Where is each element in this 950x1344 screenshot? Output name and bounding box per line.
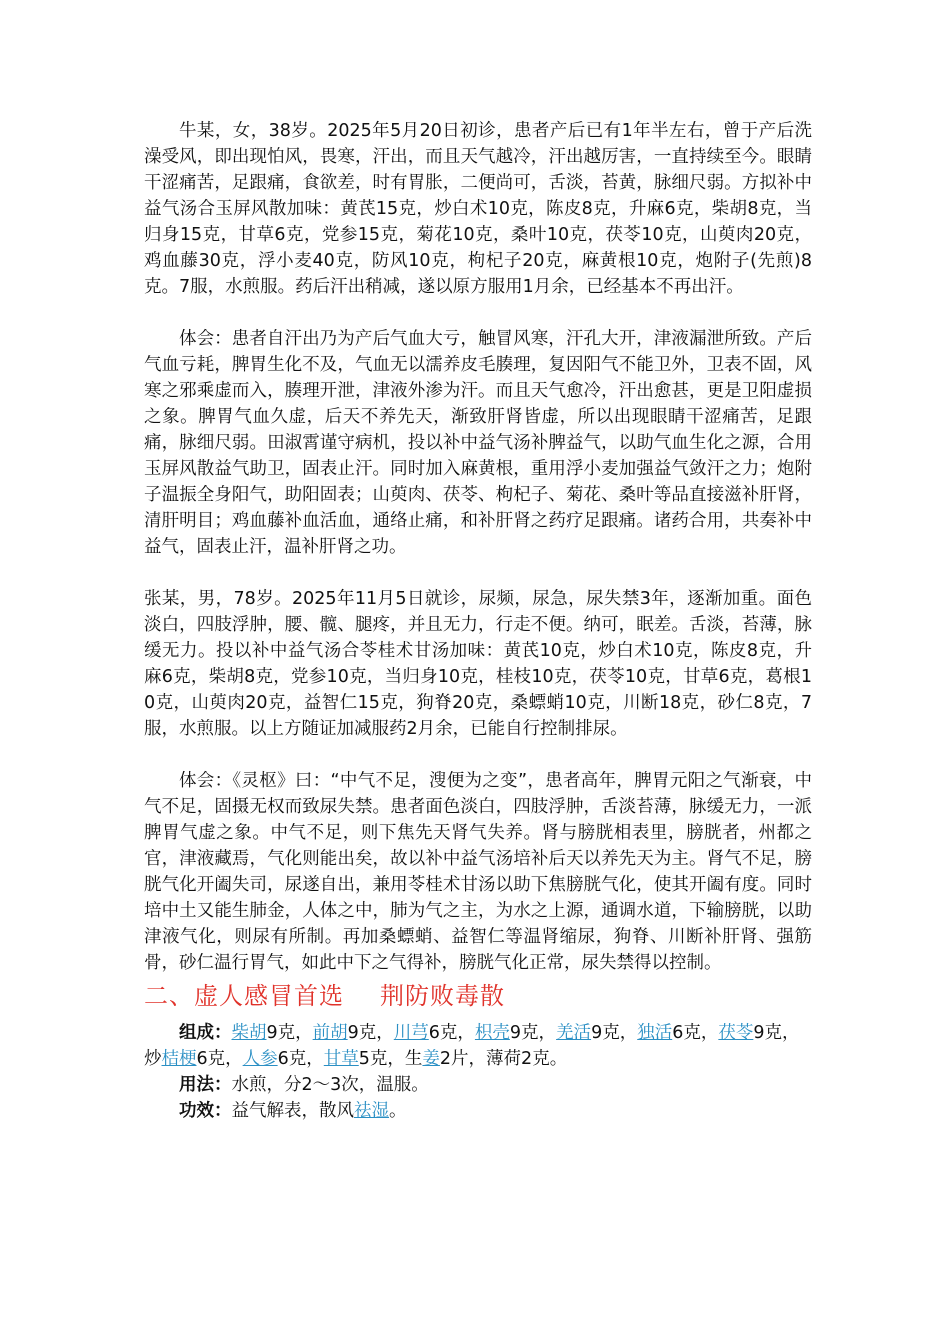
- herb-link[interactable]: 桔梗: [161, 1049, 197, 1069]
- herb-link[interactable]: 姜: [422, 1049, 440, 1069]
- case2-note: 体会：《灵枢》曰：“中气不足，溲便为之变”，患者高年，脾胃元阳之气渐衰，中气不足，固摄无权而致尿失禁。患者面色淡白，四肢浮肿，舌淡苔薄，脉缓无力，一派脾胃气虚之象。中气不足，则下焦先天肾气失养。肾与膀胱相表里，膀胱者，州都之官，津液藏焉，气化则能出矣，故以补中益气汤培补后天以养先天为主。肾气不足，膀胱气化开阖失司，尿遂自出，兼用苓桂术甘汤以助下焦膀胱气化，使其开阖有度。同时培中土又能生肺金，人体之中，肺为气之主，为水之上源，通调水道，下输膀胱，以助津液气化，则尿有所制。再加桑螵蛸、益智仁等温肾缩尿，狗脊、川断补肝肾、强筋骨，砂仁温行胃气，如此中下之气得补，膀胱气化正常，尿失禁得以控制。: [144, 771, 812, 973]
- usage-line: [144, 1072, 812, 1098]
- section-title-a: 二、虚人感冒首选: [144, 982, 344, 1010]
- herb-link[interactable]: 羌活: [556, 1023, 592, 1043]
- herb-link[interactable]: 独活: [637, 1023, 673, 1043]
- herb-dose: 9克，: [347, 1023, 394, 1043]
- herb-dose: 9克，炒: [144, 1023, 800, 1069]
- composition-label: 组成：: [179, 1023, 232, 1043]
- herb-dose: 5克，生: [358, 1049, 423, 1069]
- herb-dose: 6克，: [196, 1049, 243, 1069]
- herb-link[interactable]: 甘草: [323, 1049, 359, 1069]
- effect-end: 。: [389, 1101, 407, 1121]
- herb-dose: 2片，薄荷2克。: [439, 1049, 568, 1069]
- effect-text: 益气解表，散风: [231, 1101, 354, 1121]
- case1-paragraph: 牛某，女，38岁。2025年5月20日初诊，患者产后已有1年半左右，曾于产后洗澡受风，即出现怕风，畏寒，汗出，而且天气越冷，汗出越厉害，一直持续至今。眼睛干涩痛苦，足跟痛，食欲差，时有胃胀，二便尚可，舌淡，苔黄，脉细尺弱。方拟补中益气汤合玉屏风散加味：黄芪15克，炒白术10克，陈皮8克，升麻6克，柴胡8克，当归身15克，甘草6克，党参15克，菊花10克，桑叶10克，茯苓10克，山萸肉20克，鸡血藤30克，浮小麦40克，防风10克，枸杞子20克，麻黄根10克，炮附子(先煎)8克。7服，水煎服。药后汗出稍减，遂以原方服用1月余，已经基本不再出汗。: [144, 121, 812, 297]
- herb-dose: 9克，: [266, 1023, 313, 1043]
- herb-dose: 9克，: [591, 1023, 638, 1043]
- herb-link[interactable]: 茯苓: [718, 1023, 754, 1043]
- herb-dose: 6克，: [428, 1023, 475, 1043]
- herb-link[interactable]: 人参: [242, 1049, 278, 1069]
- case1-note: 体会：患者自汗出乃为产后气血大亏，触冒风寒，汗孔大开，津液漏泄所致。产后气血亏耗，脾胃生化不及，气血无以濡养皮毛腠理，复因阳气不能卫外，卫表不固，风寒之邪乘虚而入，腠理开泄，津液外渗为汗。而且天气愈冷，汗出愈甚，更是卫阳虚损之象。脾胃气血久虚，后天不养先天，渐致肝肾皆虚，所以出现眼睛干涩痛苦，足跟痛，脉细尺弱。田淑霄谨守病机，投以补中益气汤补脾益气，以助气血生化之源，合用玉屏风散益气助卫，固表止汗。同时加入麻黄根，重用浮小麦加强益气敛汗之力；炮附子温振全身阳气，助阳固表；山萸肉、茯苓、枸杞子、菊花、桑叶等品直接滋补肝肾，清肝明目；鸡血藤补血活血，通络止痛，和补肝肾之药疗足跟痛。诸药合用，共奏补中益气，固表止汗，温补肝肾之功。: [144, 329, 812, 557]
- effect-link-qushi[interactable]: 祛湿: [354, 1101, 389, 1121]
- herb-dose: 9克，: [509, 1023, 557, 1043]
- section-heading: [144, 980, 812, 1012]
- herb-link[interactable]: 柴胡: [231, 1023, 267, 1043]
- usage-label: 用法：: [179, 1075, 232, 1095]
- effect-label: 功效：: [179, 1101, 232, 1121]
- herb-link[interactable]: 川芎: [393, 1023, 429, 1043]
- case2-paragraph: 张某，男，78岁。2025年11月5日就诊，尿频，尿急，尿失禁3年，逐渐加重。面色淡白，四肢浮肿，腰、髋、腿疼，并且无力，行走不便。纳可，眠差。舌淡，苔薄，脉缓无力。投以补中益气汤合苓桂术甘汤加味：黄芪10克，炒白术10克，陈皮8克，升麻6克，柴胡8克，党参10克，当归身10克，桂枝10克，茯苓10克，甘草6克，葛根10克，山萸肉20克，益智仁15克，狗脊20克，桑螵蛸10克，川断18克，砂仁8克，7服，水煎服。以上方随证加减服药2月余，已能自行控制排尿。: [144, 589, 812, 739]
- herb-link[interactable]: 前胡: [312, 1023, 348, 1043]
- effect-line: [144, 1098, 812, 1124]
- herb-link[interactable]: 枳壳: [474, 1023, 510, 1043]
- composition-line: [144, 1020, 812, 1072]
- herb-list: [144, 1023, 799, 1069]
- document-page: [144, 118, 812, 1124]
- herb-dose: 6克，: [277, 1049, 324, 1069]
- usage-text: 水煎，分2～3次，温服。: [231, 1075, 429, 1095]
- section-title-b: 荆防败毒散: [380, 982, 505, 1010]
- herb-dose: 6克，: [672, 1023, 719, 1043]
